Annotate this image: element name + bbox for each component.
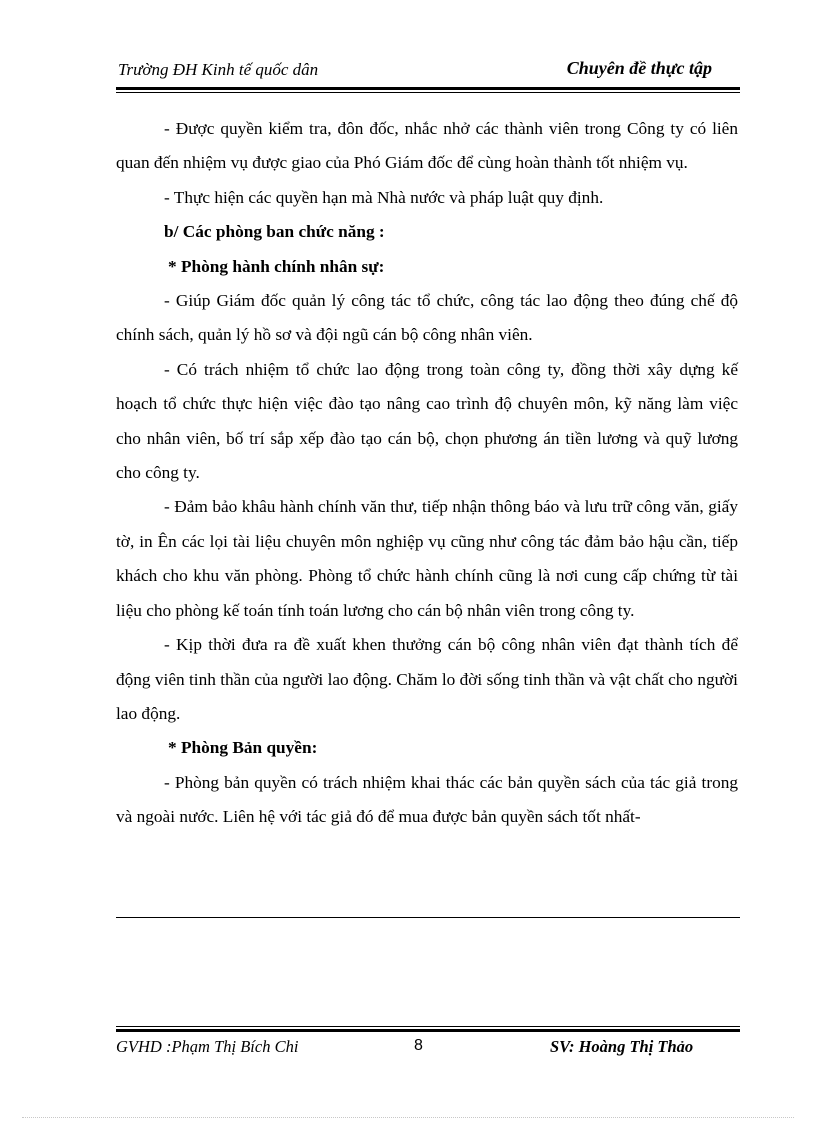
- paragraph: - Phòng bản quyền có trách nhiệm khai thác các bản quyền sách của tác giả trong và ngoài nước. Liên hệ với tác giả đó để mua được bản quyền sách tốt nhất-: [116, 772, 738, 827]
- subsection-heading: * Phòng Bản quyền:: [168, 738, 318, 758]
- page-footer: [116, 1035, 740, 1059]
- page-header: [116, 58, 740, 82]
- header-rule-thick: [116, 87, 740, 90]
- paragraph: - Thực hiện các quyền hạn mà Nhà nước và pháp luật quy định.: [164, 187, 604, 207]
- footer-student: SV: Hoàng Thị Thảo: [550, 1037, 694, 1056]
- footer-rule-thin: [116, 1026, 740, 1027]
- paragraph: - Kịp thời đưa ra đề xuất khen thưởng cán bộ công nhân viên đạt thành tích để động viên tinh thần của người lao động. Chăm lo đời sống tinh thần và vật chất cho người lao động.: [116, 635, 738, 723]
- subsection-heading: * Phòng hành chính nhân sự:: [168, 256, 385, 276]
- header-rule-thin: [116, 92, 740, 93]
- header-title: Chuyên đề thực tập: [566, 58, 712, 78]
- page-number: 8: [414, 1037, 423, 1054]
- paragraph: - Đảm bảo khâu hành chính văn thư, tiếp nhận thông báo và lưu trữ công văn, giấy tờ, in Ên các lọi tài liệu chuyên môn nghiệp vụ cũng như công tác đảm bảo hậu cần, tiếp khách cho khu văn phòng. Phòng tổ chức hành chính cũng là nơi cung cấp chứng từ tài liệu cho phòng kế toán tính toán lương cho cán bộ nhân viên trong công ty.: [116, 497, 738, 620]
- footer-rule-thick: [116, 1029, 740, 1032]
- document-body: [116, 112, 738, 835]
- body-end-rule: [116, 917, 740, 918]
- section-heading: b/ Các phòng ban chức năng :: [164, 222, 385, 242]
- paragraph: - Giúp Giám đốc quản lý công tác tổ chức, công tác lao động theo đúng chế độ chính sách, quản lý hồ sơ và đội ngũ cán bộ công nhân viên.: [116, 291, 738, 345]
- page-edge: [22, 1117, 794, 1118]
- paragraph: - Có trách nhiệm tổ chức lao động trong toàn công ty, đồng thời xây dựng kế hoạch tổ chức thực hiện việc đào tạo nâng cao trình độ chuyên môn, kỹ năng làm việc cho nhân viên, bố trí sắp xếp đào tạo cán bộ, chọn phương án tiền lương và quỹ lương cho công ty.: [116, 359, 738, 483]
- paragraph: - Được quyền kiểm tra, đôn đốc, nhắc nhở các thành viên trong Công ty có liên quan đến nhiệm vụ được giao của Phó Giám đốc để cùng hoàn thành tốt nhiệm vụ.: [116, 119, 738, 173]
- header-school: Trường ĐH Kinh tế quốc dân: [118, 60, 319, 79]
- footer-supervisor: GVHD :Phạm Thị Bích Chi: [116, 1037, 299, 1056]
